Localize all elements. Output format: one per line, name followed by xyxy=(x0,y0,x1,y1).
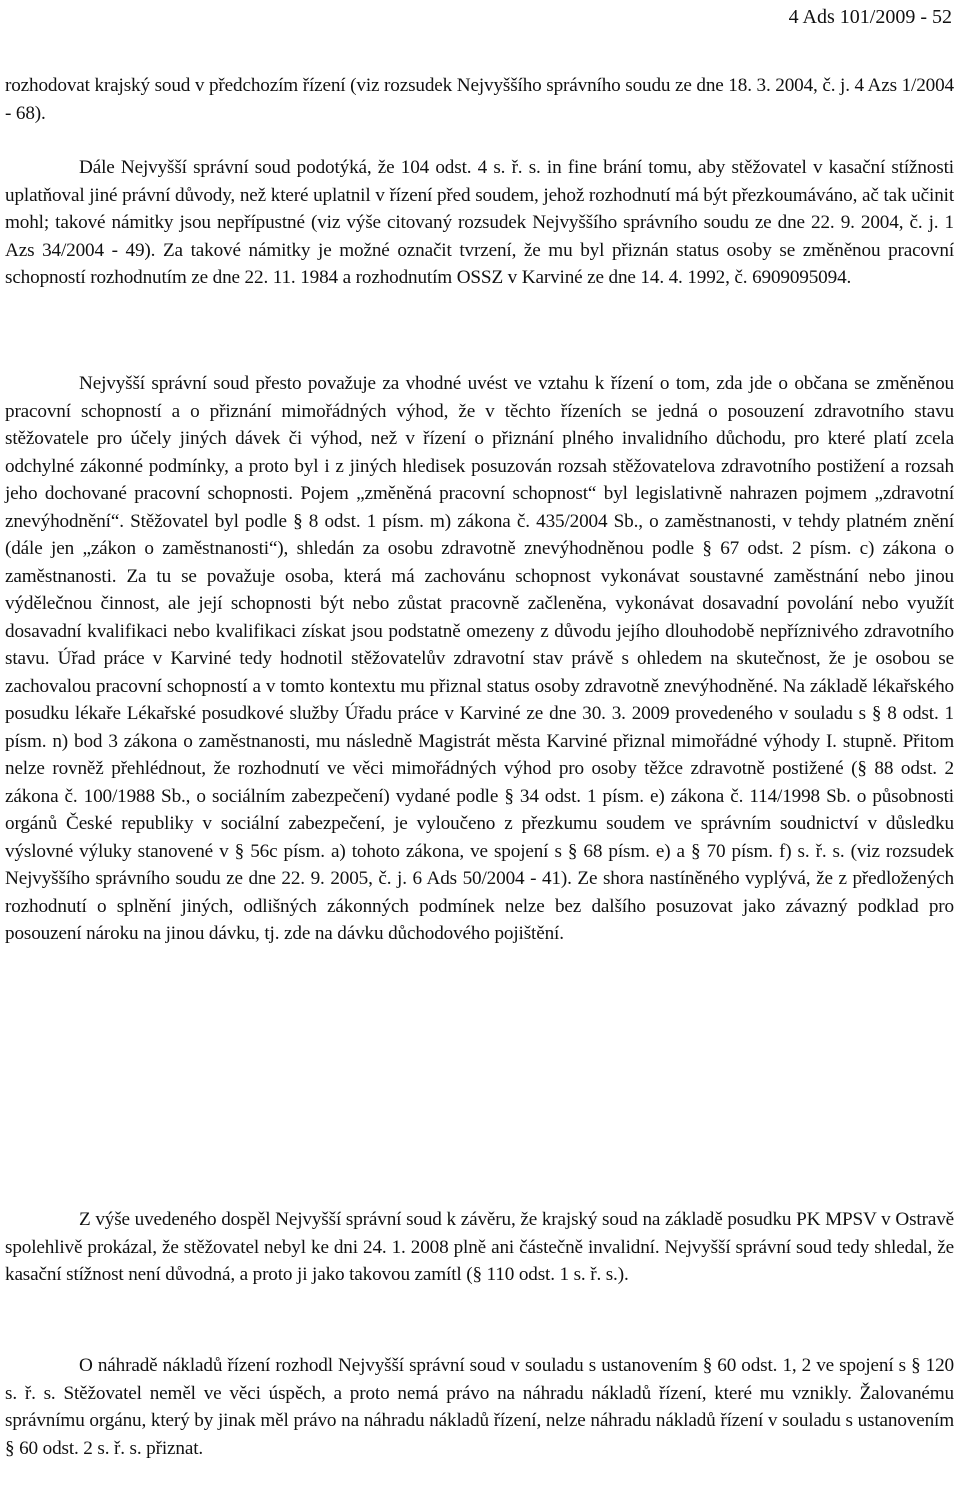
paragraph-health-assessment: Nejvyšší správní soud přesto považuje za vhodné uvést ve vztahu k řízení o tom, zda jde o občana se změněnou pracovní schopností a o přiznání mimořádných výhod, že v těchto řízeních se jedná o posouzení zdravotního stavu stěžovatele pro účely jiných dávek či výhod, než v řízení o přiznání plného invalidního důchodu, pro které platí zcela odchylné zákonné podmínky, a proto byl i z jiných hledisek posuzován rozsah stěžovatelova zdravotního postižení a rozsah jeho dochované pracovní schopnosti. Pojem „změněná pracovní schopnost“ byl legislativně nahrazen pojmem „zdravotní znevýhodnění“. Stěžovatel byl podle § 8 odst. 1 písm. m) zákona č. 435/2004 Sb., o zaměstnanosti, v tehdy platném znění (dále jen „zákon o zaměstnanosti“), shledán za osobu zdravotně znevýhodněnou podle § 67 odst. 2 písm. c) zákona o zaměstnanosti. Za tu se považuje osoba, která má zachovánu schopnost vykonávat soustavné zaměstnání nebo jinou výdělečnou činnost, ale její schopnosti být nebo zůstat pracovně začleněna, vykonávat dosavadní povolání nebo využít dosavadní kvalifikaci nebo kvalifikaci získat jsou podstatně omezeny z důvodu jejího dlouhodobě nepříznivého zdravotního stavu. Úřad práce v Karviné tedy hodnotil stěžovatelův zdravotní stav právě s ohledem na skutečnost, že je osobou se zachovalou pracovní schopností a v tomto kontextu mu přiznal status osoby zdravotně znevýhodněné. Na základě lékařského posudku lékaře Lékařské posudkové služby Úřadu práce v Karviné ze dne 30. 3. 2009 provedeného v souladu s § 8 odst. 1 písm. n) bod 3 zákona o zaměstnanosti, mu následně Magistrát města Karviné přiznal mimořádné výhody I. stupně. Přitom nelze rovněž přehlédnout, že rozhodnutí ve věci mimořádných výhod pro osoby těžce zdravotně postižené (§ 88 odst. 2 zákona č. 100/1988 Sb., o sociálním zabezpečení) vydané podle § 34 odst. 1 písm. e) zákona č. 114/1998 Sb. o působnosti orgánů České republiky v sociální zabezpečení, je vyloučeno z přezkumu soudem ve správním soudnictví v důsledku výslovné výluky stanovené v § 56c písm. a) tohoto zákona, ve spojení s § 68 písm. e) a § 70 písm. f) s. ř. s. (viz rozsudek Nejvyššího správního soudu ze dne 22. 9. 2005, č. j. 6 Ads 50/2004 - 41). Ze shora nastíněného vyplývá, že z předložených rozhodnutí o splnění jiných, odlišných zákonných podmínek nelze bez dalšího posuzovat jako závazný podklad pro posouzení nároku na jinou dávku, tj. zde na dávku důchodového pojištění. xyxy=(5,373,954,944)
paragraph-continuation: rozhodovat krajský soud v předchozím řízení (viz rozsudek Nejvyššího správního soudu ze dne 18. 3. 2004, č. j. 4 Azs 1/2004 - 68). xyxy=(5,75,954,124)
case-number-header: 4 Ads 101/2009 - 52 xyxy=(788,6,952,28)
paragraph-costs: O náhradě nákladů řízení rozhodl Nejvyšší správní soud v souladu s ustanovením § 60 odst. 1, 2 ve spojení s § 120 s. ř. s. Stěžovatel neměl ve věci úspěch, a proto nemá právo na náhradu nákladů řízení, které mu vznikly. Žalovanému správnímu orgánu, který by jinak měl právo na náhradu nákladů řízení, nelze náhradu nákladů řízení v souladu s ustanovením § 60 odst. 2 s. ř. s. přiznat. xyxy=(5,1355,954,1459)
paragraph-inadmissible-objections: Dále Nejvyšší správní soud podotýká, že 104 odst. 4 s. ř. s. in fine brání tomu, aby stěžovatel v kasační stížnosti uplatňoval jiné právní důvody, než které uplatnil v řízení před soudem, jehož rozhodnutí má být přezkoumáváno, ač tak učinit mohl; takové námitky jsou nepřípustné (viz výše citovaný rozsudek Nejvyššího správního soudu ze dne 22. 9. 2004, č. j. 1 Azs 34/2004 - 49). Za takové námitky je možné označit tvrzení, že mu byl přiznán status osoby se změněnou pracovní schopností rozhodnutím ze dne 22. 11. 1984 a rozhodnutím OSSZ v Karviné ze dne 14. 4. 1992, č. 6909095094. xyxy=(5,157,954,288)
paragraph-conclusion: Z výše uvedeného dospěl Nejvyšší správní soud k závěru, že krajský soud na základě posudku PK MPSV v Ostravě spolehlivě prokázal, že stěžovatel nebyl ke dni 24. 1. 2008 plně ani částečně invalidní. Nejvyšší správní soud tedy shledal, že kasační stížnost není důvodná, a proto ji jako takovou zamítl (§ 110 odst. 1 s. ř. s.). xyxy=(5,1209,954,1285)
